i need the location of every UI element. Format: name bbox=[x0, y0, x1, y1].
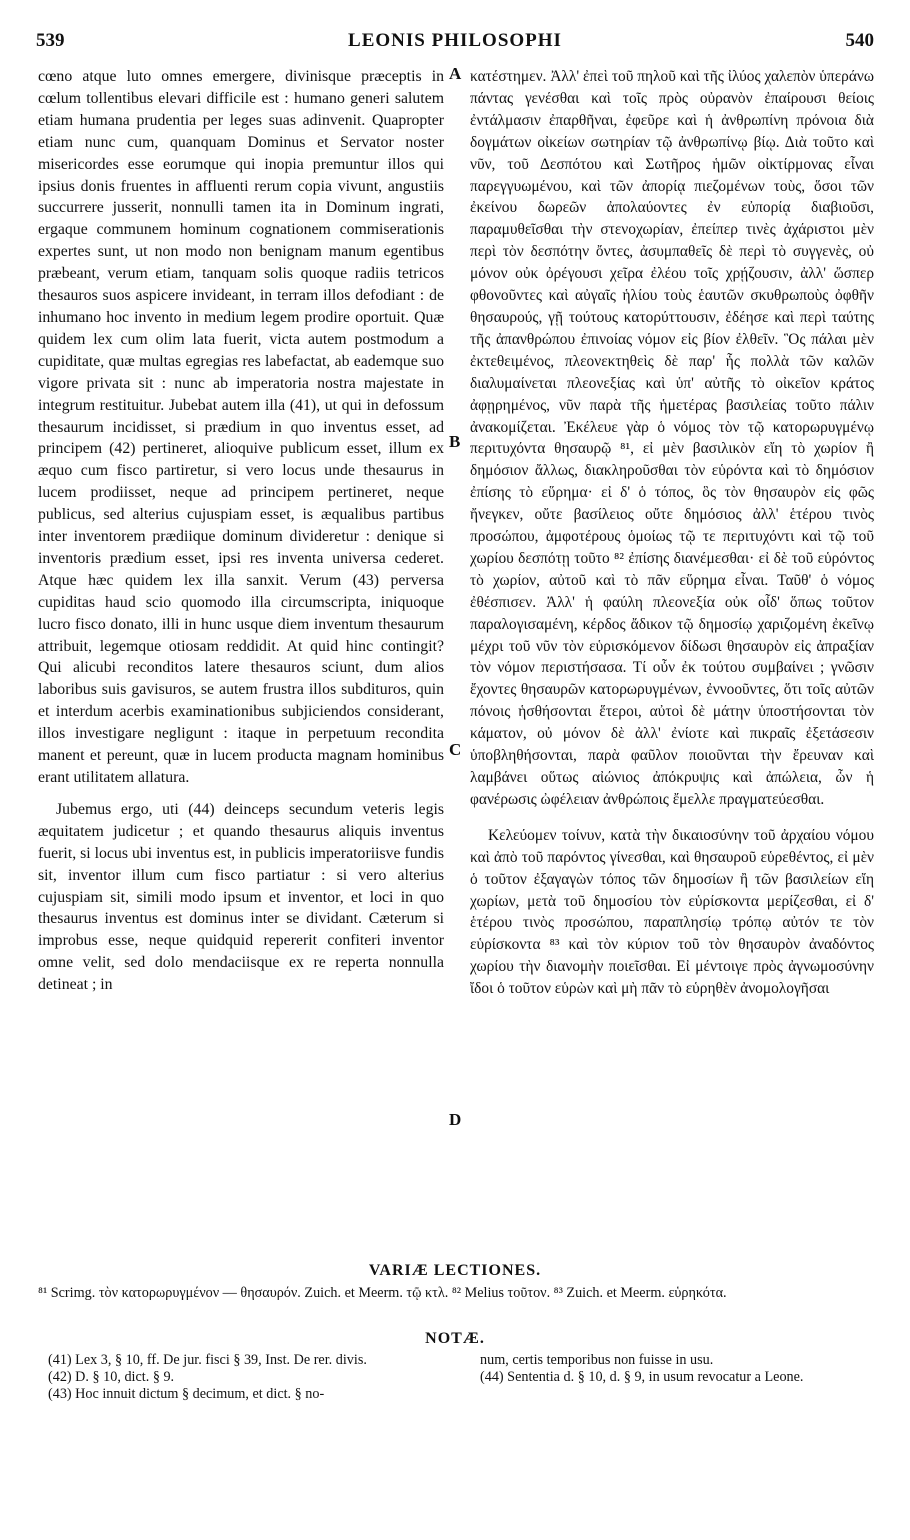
notes-right-column bbox=[470, 1352, 874, 1386]
notae-heading: NOTÆ. bbox=[425, 1330, 485, 1347]
greek-paragraph-1: κατέστημεν. Ἀλλ' ἐπεὶ τοῦ πηλοῦ καὶ τῆς ἰλύος χαλεπὸν ὑπεράνω πάντας γενέσθαι καὶ τοῖς πρὸς οὐρανὸν ἐπαίρουσι θείοις ἐντάλμασιν ἐπαρθῆναι, ἐφεῦρε καὶ ἡ ἀνθρωπίνη πρόνοια διὰ δογμάτων οἰκείων σωτηρίαν τῷ ἀνθρωπίνῳ βίῳ. Διὰ τοῦτο καὶ νῦν, τοῦ Δεσπότου καὶ Σωτῆρος ἡμῶν οἰκτίρμονας εἶναι παρεγγυωμένου, καὶ τῶν ἀπορίᾳ πιεζομένων τοὺς, ὅσοι τῶν ἐκείνου δωρεῶν ἀπολαύοντες ἐν εὐπορίᾳ διαβιοῦσι, παραμυθεῖσθαι τὴν στενοχωρίαν, ἐπείπερ τινὲς ἀχάριστοι μὲν περὶ τὸν δεσπότην ὄντες, ἀσυμπαθεῖς δὲ περὶ τὸ συγγενὲς, οὐ μόνον οὐκ ὀρέγουσι χεῖρα ἐλέου τοῖς χρῄζουσιν, ἀλλ' ὥσπερ φθονοῦντες καὶ αὐγαῖς ἡλίου τοὺς ἑαυτῶν σκυθρωποὺς ὀφθῆν θησαυρούς, γῇ τούτους κατορύττουσιν, ἐδέησε καὶ περὶ ταύτης τῆς ἀπανθρώπου ἐπινοίας νόμον εἰς βίον ἐλθεῖν. Ὃς πάλαι μὲν ἐκτεθειμένος, πλεονεκτηθεὶς δὲ παρ' ἧς πολλὰ τῶν καλῶν διαλυμαίνεται πλεονεξίας καὶ ὑπ' αὐτῆς τὸ οἰκεῖον κράτος ἀφῃρημένος, νῦν παρὰ τῆς ἡμετέρας βασιλείας τοῦτο πάλιν ἀνακομίζεται. Ἐκέλευε γὰρ ὁ νόμος τὸν τῷ κατορωρυγμένῳ περιτυχόντα θησαυρῷ ⁸¹, εἰ μὲν βασιλικὸν εἴη τὸ χωρίον ἢ δημόσιον ἄλλως, διακληροῦσθαι τὸν εὑρόντα καὶ τὸ δημόσιον ἐπίσης τὸ εὕρημα· εἰ δ' ὁ τόπος, ὃς τὸν θησαυρὸν εἰς φῶς ἤνεγκεν, οὔτε βασίλειος οὔτε δημόσιος ἀλλ' ἑτέρου τινὸς προσώπου, ἀμφοτέρους ὁμοίως τῷ τε περιτυχόντι καὶ τῷ τοῦ χωρίου δεσπότῃ τοῦτο ⁸² ἐπίσης διανέμεσθαι· εἰ δὲ τοῦ εὑρόντος τὸ χωρίον, αὐτοῦ καὶ τὸ πᾶν εὕρημα εἶναι. Ταῦθ' ὁ νόμος ἐθέσπισεν. Ἀλλ' ἡ φαύλη πλεονεξία οὐκ οἶδ' ὅπως τοῦτον παραλογισαμένη, κέρδος ἄδικον τῷ δημοσίῳ χαριζομένη ἐκεῖνῳ μέχρι τοῦ νῦν τὸν εὑρισκόμενον δίδωσι θησαυρὸν εἰς ἀπραξίαν τὸν νόμον περιστήσασα. Τί οὖν ἐκ τούτου συμβαίνει ; γνῶσιν ἔχοντες θησαυρῶν κατορωρυγμένων, ἐννοοῦντες, ὅτι τοῖς αὐτῶν πόνοις ἡσθήσονται ἕτεροι, αὐτοὶ δὲ μάτην ὑποστήσονται τὸν κάματον, οὐ μόνον δὲ ἀλλ' ἐνίοτε καὶ πικραῖς ἐξετάσεσιν ὑποβληθήσονται, παρὰ φαῦλον ποιοῦνται τὴν ἔρευναν καὶ λαμβάνει οὕτως αἰώνιος ἀπόκρυψις καὶ ἀπώλεια, ὧν ἡ φανέρωσις ὠφέλειαν ἀνθρώποις ἔμελλε πραγματεύεσθαι. bbox=[470, 68, 874, 808]
greek-paragraph-2: Κελεύομεν τοίνυν, κατὰ τὴν δικαιοσύνην τοῦ ἀρχαίου νόμου καὶ ἀπὸ τοῦ παρόντος γίνεσθαι, καὶ θησαυροῦ εὑρεθέντος, εἰ μὲν ὁ τοῦτον ἐξαγαγὼν τόπος τῶν δημοσίων ἢ τῶν βασιλείων εἴη χωρίων, μετὰ τοῦ δημοσίου τὸν εὑρίσκοντα μερίζεσθαι, εἰ δ' ἑτέρου τινὸς προσώπου, παραπλησίῳ τρόπῳ αὐτόν τε τὸν εὑρίσκοντα ⁸³ καὶ τὸν κύριον τοῦ τὸν θησαυρὸν ἀναδόντος χωρίου τὴν διανομὴν ποιεῖσθαι. Εἰ μέντοιγε πρὸς ἀγνωμοσύνην ἴδοι ὁ τοῦτον εὑρὼν καὶ μὴ πᾶν τὸ εὑρηθὲν ἀνομολογῆσαι bbox=[470, 826, 874, 998]
variae-lectiones-text: ⁸¹ Scrimg. τὸν κατορωρυγμένον — θησαυρόν. Zuich. et Meerm. τῷ κτλ. ⁸² Melius τοῦτον. ⁸³ Zuich. et Meerm. εὑρηκότα. bbox=[38, 1285, 727, 1301]
margin-marker-b: B bbox=[449, 432, 461, 451]
latin-paragraph-1: cœno atque luto omnes emergere, divinisque præceptis in cœlum tollentibus elevari difficile est : humano generi salutem etiam humana prudentia per leges suas adinvenit. Quapropter etiam nunc cum, quanquam Dominus et Servator noster misericordes esse eorumque qui inopia premuntur illos qui ipsius donis fruentes in affluenti rerum copia vivunt, angustiis succurrere jusserit, nonnulli tamen ita in Dominum ingrati, ergaque communem hominum cognationem commiserationis expertes sunt, ut non modo non benignam manum egentibus præbeant, verum etiam, tanquam solis quoque radiis tetricos thesauros suos aspicere invideant, in terram illos defodiant : de inhumano hoc invento in medium legem prodire oportuit. Quæ quidem lex cum olim lata fuerit, victa autem postmodum a cupiditate, quæ multas egregias res labefactat, ab eademque suo vigore privata sit : nunc ab imperatoria nostra majestate in integrum restituitur. Jubebat autem illa (41), ut qui in defossum thesaurum incidisset, si prædium in quo inventus esset, ad principem (42) pertineret, alioquive publicum esset, illum ex æquo cum fisco partiretur, si vero locus unde thesaurus in lucem prodiisset, neque ad principem pertineret, neque publicus, sed alterius cujuspiam esset, is æqualibus partibus inter inventorem prædiique dominum divideretur : denique si inventoris prædium esset, ipsi res inventa universa cederet. Atque hæc quidem lex illa sanxit. Verum (43) perversa cupiditas haud scio quomodo illa circumscripta, iniquoque lucro fisco donato, illi in hunc usque diem inventum thesaurum attribuit, legemque otiosam reddidit. At quid hinc contingit? Qui alicubi reconditos latere thesauros sciunt, dum alios laboribus suis gavisuros, se autem frustra illos subdituros, quin et interdum acerbis examinationibus subjiciendos considerant, illos investigare negligunt : itaque in perpetuum recondita manent et pereunt, quæ in lucem producta magnam hominibus erant utilitatem allatura. bbox=[38, 68, 444, 786]
page-number-left: 539 bbox=[36, 30, 65, 51]
note-44: (44) Sententia d. § 10, d. § 9, in usum revocatur a Leone. bbox=[480, 1368, 804, 1385]
margin-marker-c: C bbox=[449, 740, 462, 759]
page-number-right: 540 bbox=[845, 30, 874, 51]
margin-marker-a: A bbox=[449, 64, 462, 83]
running-title: LEONIS PHILOSOPHI bbox=[348, 30, 562, 51]
note-41: (41) Lex 3, § 10, ff. De jur. fisci § 39, Inst. De rer. divis. bbox=[48, 1352, 367, 1368]
margin-marker-d: D bbox=[449, 1110, 462, 1129]
running-head bbox=[36, 30, 874, 54]
latin-column bbox=[38, 66, 444, 996]
note-43-continued: num, certis temporibus non fuisse in usu. bbox=[480, 1352, 714, 1368]
note-43: (43) Hoc innuit dictum § decimum, et dict. § no- bbox=[48, 1385, 325, 1402]
greek-column bbox=[470, 66, 874, 1000]
latin-paragraph-2: Jubemus ergo, uti (44) deinceps secundum veteris legis æquitatem judicetur ; et quando thesaurus aliquis inventus fuerit, si locus ubi inventus est, in publicis imperatoriisve fundis sit, inventor illum cum fisco partiatur : si vero alterius cujuspiam sit, simili modo ipsum et inventor, et loci in quo thesaurus inventus est dominus inter se dividant. Cæterum si improbus esse, neque quidquid repererit confiteri inventor omne velit, sed dolo mendaciisque ex re reperta nonnulla detineat ; in bbox=[38, 800, 444, 994]
variae-lectiones-heading: VARIÆ LECTIONES. bbox=[368, 1262, 542, 1279]
note-42: (42) D. § 10, dict. § 9. bbox=[48, 1368, 175, 1385]
notes-left-column bbox=[38, 1352, 448, 1402]
